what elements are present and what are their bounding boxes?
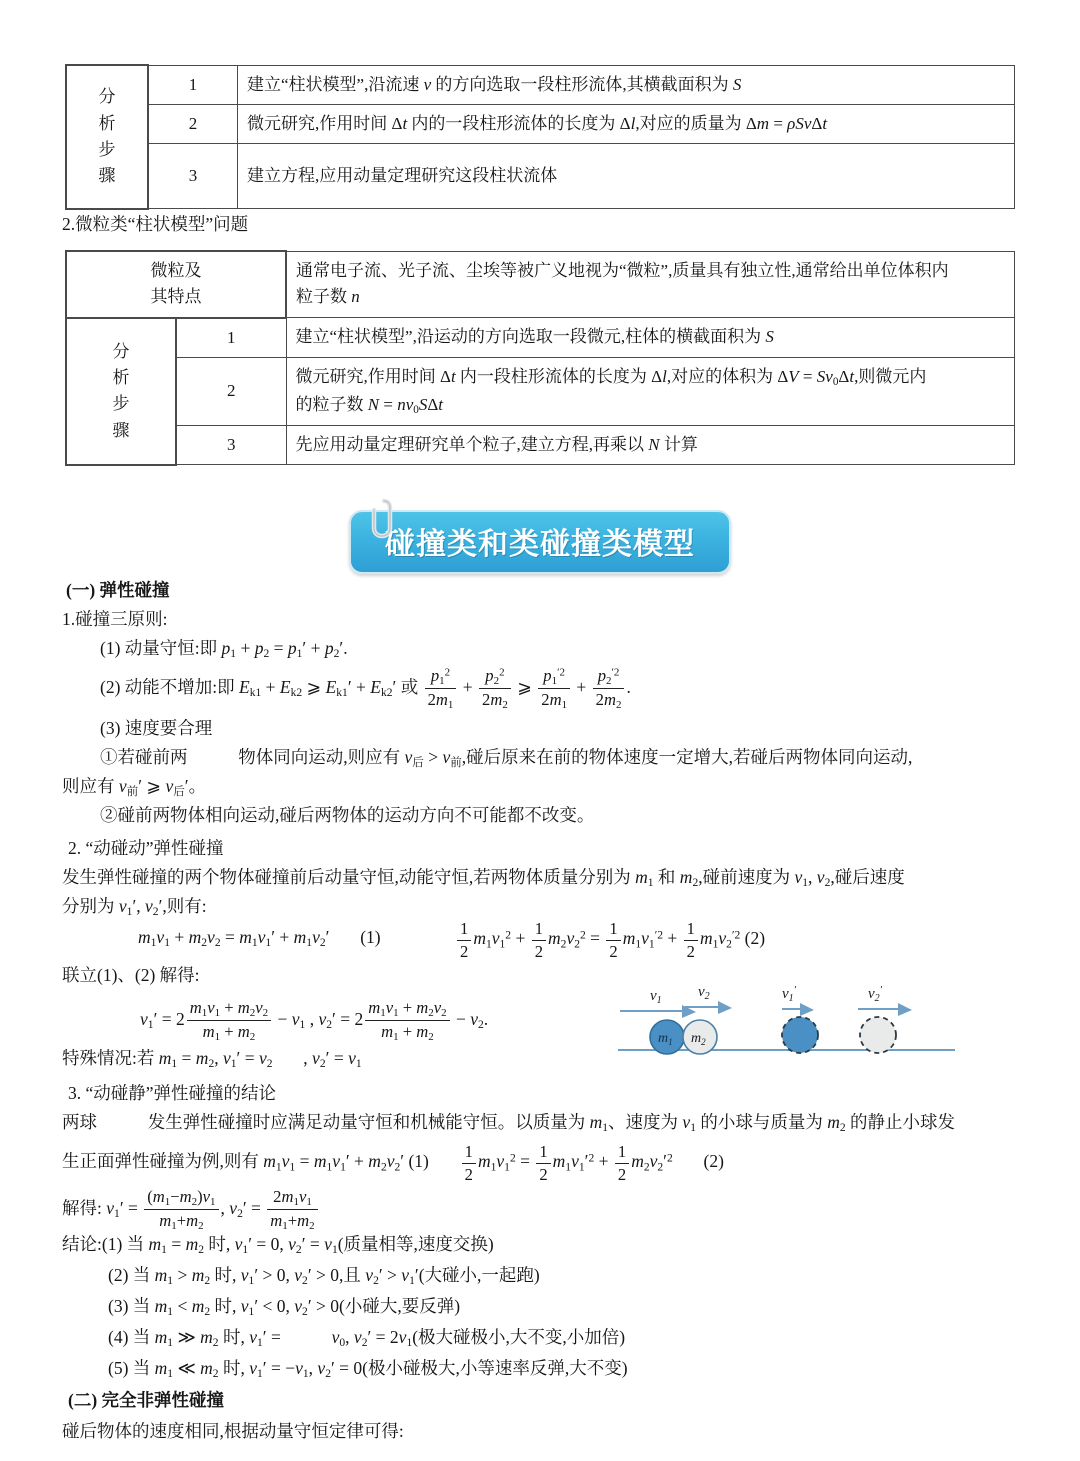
table2-feature-label-line1: 微粒及 [150,261,202,280]
table2-vertical-label-char-4: 骤 [112,420,130,440]
half-frac-d: $\frac{1}{2}$ [684,918,698,962]
table-row [66,318,1015,358]
table2-feature-text-line1: 通常电子流、光子流、尘埃等被广义地视为“微粒”,质量具有独立性,通常给出单位体积内 [296,261,949,280]
dynamic-dynamic-para-line1: 发生弹性碰撞的两个物体碰撞前后动量守恒,动能守恒,若两物体质量分别为 $m_1$ 和 $m_2$,碰前速度为 $v_1$, $v_2$,碰后速度 [62,867,905,890]
table-row [66,104,1015,143]
ball-m1-label: $m_1$ [658,1031,673,1047]
analysis-steps-table-1 [65,64,1015,210]
table2-feature-label [66,251,286,318]
table1-vertical-label-char-4: 骤 [98,166,116,186]
v1-prime-label: $v_1'$ [782,984,797,1004]
solution-frac-2: $\frac{m_1v_1 + m_2v_2}{m_1 + m_2}$ [365,997,449,1045]
dynamic-static-para-line1-a: 两球 [62,1112,97,1132]
ball-m2-after [860,1017,896,1053]
table2-step-text [286,358,1015,426]
banner-pill [349,510,731,574]
dynamic-static-para-line1-b: 发生弹性碰撞时应满足动量守恒和机械能守恒。以质量为 $m_1$、速度为 $v_1$ 的小球与质量为 $m_2$ 的静止小球发 [147,1112,956,1135]
dynamic-static-result: 解得: $v_1'$ = $\frac{(m_1-m_2)v_1}{m_1+m_2}$ , $v_2'$ = $\frac{2m_1v_1}{m_1+m_2}$ [62,1186,320,1234]
dynamic-dynamic-heading: 2. “动碰动”弹性碰撞 [68,838,224,858]
dynamic-dynamic-equation-1: $m_1v_1 + m_2v_2 = m_1v_1' + m_1v_2'$ (1) [138,927,381,950]
dynamic-dynamic-equation-2-number: (2) [744,928,766,949]
table-row [66,251,1015,318]
elastic-rule-2-relation: ⩾ [517,676,532,697]
inelastic-heading: (二) 完全非弹性碰撞 [68,1390,225,1410]
elastic-rule-3-item-1-a: ①若碰前两 [100,747,188,767]
elastic-rule-3-label: (3) 速度要合理 [100,718,213,738]
table1-step-number: 1 [148,65,238,104]
dynamic-dynamic-para-line2: 分别为 $v_1'$, $v_2'$,则有: [62,896,207,919]
section-2-heading: 2.微粒类“柱状模型”问题 [62,214,249,234]
elastic-frac-p2p-2m2: $\frac{p_2^{'2}}{2m_2}$ [593,665,625,713]
elastic-rule-3-item-1-c: 则应有 $v_前'$ ⩾ $v_后'$。 [62,776,207,799]
v2-prime-label: $v_2'$ [868,984,883,1004]
table2-feature-text [286,251,1015,318]
v2-prime-arrow-head [898,1003,912,1016]
dynamic-static-conclusion-2: (2) 当 $m_1 > m_2$ 时, $v_1' > 0$, $v_2' > 0$,且 $v_2' > v_1'$(大碰小,一起跑) [108,1265,540,1288]
dynamic-dynamic-special-case: 特殊情况:若 $m_1 = m_2$, $v_1' = v_2$ , $v_2' = v_1$ [62,1048,362,1071]
table2-vertical-label-char-2: 析 [112,367,130,387]
banner-title: 碰撞类和类碰撞类模型 [385,528,695,561]
dynamic-static-para-line2: 生正面弹性碰撞为例,则有 $m_1v_1 = m_1v_1' + m_2v_2'$ (1) $\frac{1}{2}$ $m_1v_1^2$ = $\frac{1}{2}$ $m_1v_1'^2$ + $\frac{1}{2}$ $m_2v_2'^2$ (2) [62,1142,724,1184]
v1-label: $v_1$ [650,988,662,1006]
dynamic-static-conclusion-5: (5) 当 $m_1$ ≪ $m_2$ 时, $v_1' = -v_1$, $v_2' = 0$(极小碰极大,小等速率反弹,大不变) [108,1358,628,1381]
v2-label: $v_2$ [698,984,710,1002]
result-frac-v1: $\frac{(m_1-m_2)v_1}{m_1+m_2}$ [144,1186,218,1234]
elastic-frac-p1p-2m1: $\frac{p_1^{'2}}{2m_1}$ [538,665,570,713]
table2-step-number: 2 [176,358,286,426]
half-frac-a: $\frac{1}{2}$ [457,918,471,962]
elastic-rule-2: (2) 动能不增加:即 $E_{k1} + E_{k2}$ ⩾ $E_{k1}' + E_{k2}'$ 或 $\frac{p_1^2}{2m_1}$ + $\frac{p_2^2}{2m_2}$ ⩾ $\frac{p_1^{'2}}{2m_1}$ + $\frac{p_2^{'2}}{2m_2}$ . [100,666,631,712]
table1-vertical-label-char-2: 析 [98,113,116,133]
table2-feature-label-line2: 其特点 [150,287,202,307]
half-frac-f: $\frac{1}{2}$ [536,1141,550,1185]
dynamic-dynamic-equation-1-number: (1) [360,927,381,947]
half-frac-e: $\frac{1}{2}$ [462,1141,476,1185]
table-row [66,144,1015,209]
v1-prime-arrow-head [800,1003,814,1016]
elastic-frac-p2-2m2: $\frac{p_2^2}{2m_2}$ [479,665,511,713]
dynamic-static-para-line1 [62,1110,955,1137]
elastic-rule-2-energy: $E_{k1} + E_{k2}$ ⩾ $E_{k1}' + E_{k2}'$ 或 [239,676,423,700]
ball-m2-label: $m_2$ [691,1031,706,1047]
elastic-frac-p1-2m1: $\frac{p_1^2}{2m_1}$ [425,665,457,713]
conclusion-label: 结论: [62,1234,102,1254]
table2-feature-text-line2: 粒子数 n [296,287,360,307]
dynamic-static-conclusion-4: (4) 当 $m_1$ ≫ $m_2$ 时, $v_1' = v_0$, $v_2' = 2v_1$(极大碰极小,大不变,小加倍) [108,1327,626,1350]
elastic-rule-1-label: (1) 动量守恒:即 [100,638,218,658]
dynamic-static-heading: 3. “动碰静”弹性碰撞的结论 [68,1083,277,1103]
table2-step2-line2: 的粒子数 $N = nv_0S\Delta t$ [295,394,444,416]
table1-step-text: 微元研究,作用时间 Δt 内的一段柱形流体的长度为 Δl,对应的质量为 Δm = ρSvΔt [238,104,1015,143]
table2-vertical-label [66,318,176,465]
ball-m1-after [782,1017,818,1053]
table1-step-text: 建立“柱状模型”,沿流速 v 的方向选取一段柱形流体,其横截面积为 S [238,65,1015,104]
table2-vertical-label-char-3: 步 [112,394,130,414]
elastic-rule-3-item-1-b: 物体同向运动,则应有 $v_后 > v_前$,碰后原来在前的物体速度一定增大,若碰后两物体同向运动, [238,747,913,770]
table2-step-text: 建立“柱状模型”,沿运动的方向选取一段微元,柱体的横截面积为 S [286,318,1015,358]
table1-vertical-label-char-3: 步 [98,139,116,159]
table2-step-text: 先应用动量定理研究单个粒子,建立方程,再乘以 N 计算 [286,426,1015,465]
dynamic-dynamic-solve-label: 联立(1)、(2) 解得: [62,965,200,985]
elastic-rule-1-formula: $p_1 + p_2 = p_1' + p_2'$. [221,638,348,661]
dynamic-static-conclusion-1: 结论:(1) 当 $m_1 = m_2$ 时, $v_1' = 0$, $v_2' = v_1$(质量相等,速度交换) [62,1234,494,1257]
table1-step-number: 2 [148,104,238,143]
dynamic-static-equation-2-number: (2) [703,1151,724,1172]
half-frac-b: $\frac{1}{2}$ [532,918,546,962]
table1-step-number: 3 [148,144,238,209]
table-row [66,426,1015,465]
table1-vertical-label [66,65,148,209]
elastic-collision-diagram [610,978,960,1063]
table2-vertical-label-char-1: 分 [112,341,130,361]
elastic-rule-heading: 1.碰撞三原则: [62,609,168,629]
table2-step2-line1: 微元研究,作用时间 Δt 内一段柱形流体的长度为 Δl,对应的体积为 $\Delta V = Sv_0\Delta t$,则微元内 [295,367,927,389]
solution-frac-1: $\frac{m_1v_1 + m_2v_2}{m_1 + m_2}$ [187,997,271,1045]
elastic-heading: (一) 弹性碰撞 [66,580,170,600]
half-frac-g: $\frac{1}{2}$ [615,1141,629,1185]
elastic-rule-3-item-2: ②碰前两物体相向运动,碰后两物体的运动方向不可能都不改变。 [100,805,595,825]
table2-step-number: 3 [176,426,286,465]
table2-step-number: 1 [176,318,286,358]
dynamic-dynamic-equation-2: $\frac{1}{2}$ $m_1v_1^2$ + $\frac{1}{2}$ $m_2v_2^2$ = $\frac{1}{2}$ $m_1v_1^{'2}$ + $\frac{1}{2}$ $m_1v_2^{'2}$ (2) [455,918,765,962]
table-row [66,358,1015,426]
table1-step-text: 建立方程,应用动量定理研究这段柱状流体 [238,144,1015,209]
table-row [66,65,1015,104]
v2-arrow-head [718,1001,732,1014]
result-frac-v2: $\frac{2m_1v_1}{m_1+m_2}$ [267,1186,317,1234]
dynamic-static-result-label: 解得: [62,1197,102,1218]
dynamic-static-conclusion-3: (3) 当 $m_1 < m_2$ 时, $v_1' < 0$, $v_2' > 0$(小碰大,要反弹) [108,1296,461,1319]
dynamic-dynamic-solution: $v_1' = 2$ $\frac{m_1v_1 + m_2v_2}{m_1 + m_2}$ − $v_1$ , $v_2' = 2$ $\frac{m_1v_1 + m_2v_2}{m_1 + m_2}$ − $v_2$. [140,998,489,1044]
inelastic-para: 碰后物体的速度相同,根据动量守恒定律可得: [62,1421,404,1441]
table1-vertical-label-char-1: 分 [98,87,116,107]
paperclip-icon [367,497,393,543]
elastic-rule-1 [100,636,348,663]
elastic-rule-2-label: (2) 动能不增加:即 [100,676,235,697]
half-frac-c: $\frac{1}{2}$ [606,918,620,962]
particle-model-table-2 [65,250,1015,466]
elastic-rule-3-item-1 [100,745,1030,772]
section-banner [0,510,1080,574]
